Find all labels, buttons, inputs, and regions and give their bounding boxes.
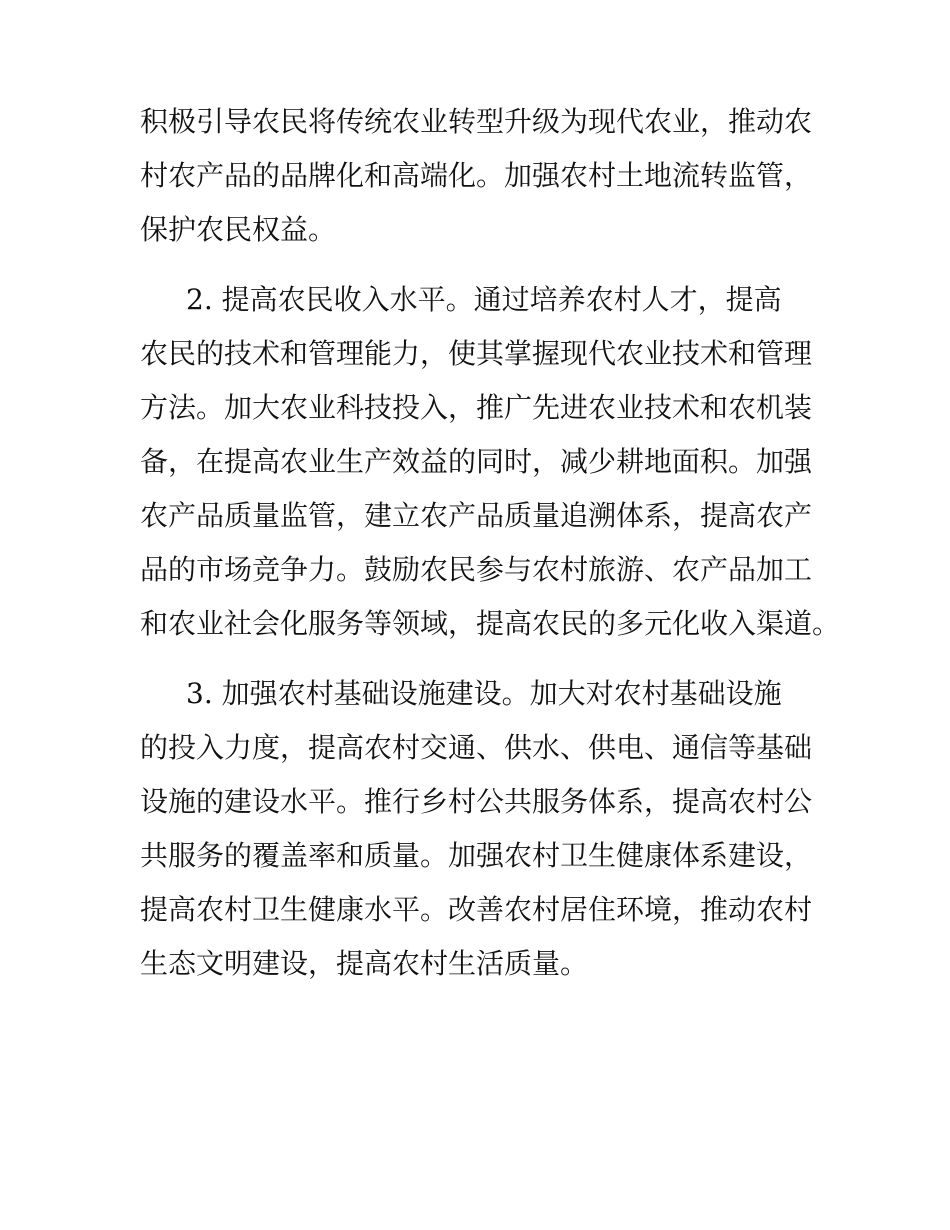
text-line: 共服务的覆盖率和质量。加强农村卫生健康体系建设， <box>140 839 813 872</box>
text-line: 农产品质量监管，建立农产品质量追溯体系，提高农产 <box>140 499 813 532</box>
text-line: 备，在提高农业生产效益的同时，减少耕地面积。加强 <box>140 445 813 478</box>
text-line: 设施的建设水平。推行乡村公共服务体系，提高农村公 <box>140 785 813 818</box>
text-line: 积极引导农民将传统农业转型升级为现代农业，推动农 <box>140 105 813 138</box>
text-line: 品的市场竞争力。鼓励农民参与农村旅游、农产品加工 <box>140 553 813 586</box>
text-line: 保护农民权益。 <box>140 213 337 246</box>
text-line: 提高农村卫生健康水平。改善农村居住环境，推动农村 <box>140 893 813 926</box>
text-line: 农民的技术和管理能力，使其掌握现代农业技术和管理 <box>140 337 813 370</box>
text-line: 的投入力度，提高农村交通、供水、供电、通信等基础 <box>140 731 813 764</box>
text-line: 和农业社会化服务等领域，提高农民的多元化收入渠道。 <box>140 607 841 640</box>
text-line: 方法。加大农业科技投入，推广先进农业技术和农机装 <box>140 391 813 424</box>
text-line: 生态文明建设，提高农村生活质量。 <box>140 947 589 980</box>
numbered-paragraph-start: 3. 加强农村基础设施建设。加大对农村基础设施 <box>186 677 782 710</box>
text-line: 村农产品的品牌化和高端化。加强农村土地流转监管， <box>140 159 813 192</box>
numbered-paragraph-start: 2. 提高农民收入水平。通过培养农村人才，提高 <box>186 283 782 316</box>
